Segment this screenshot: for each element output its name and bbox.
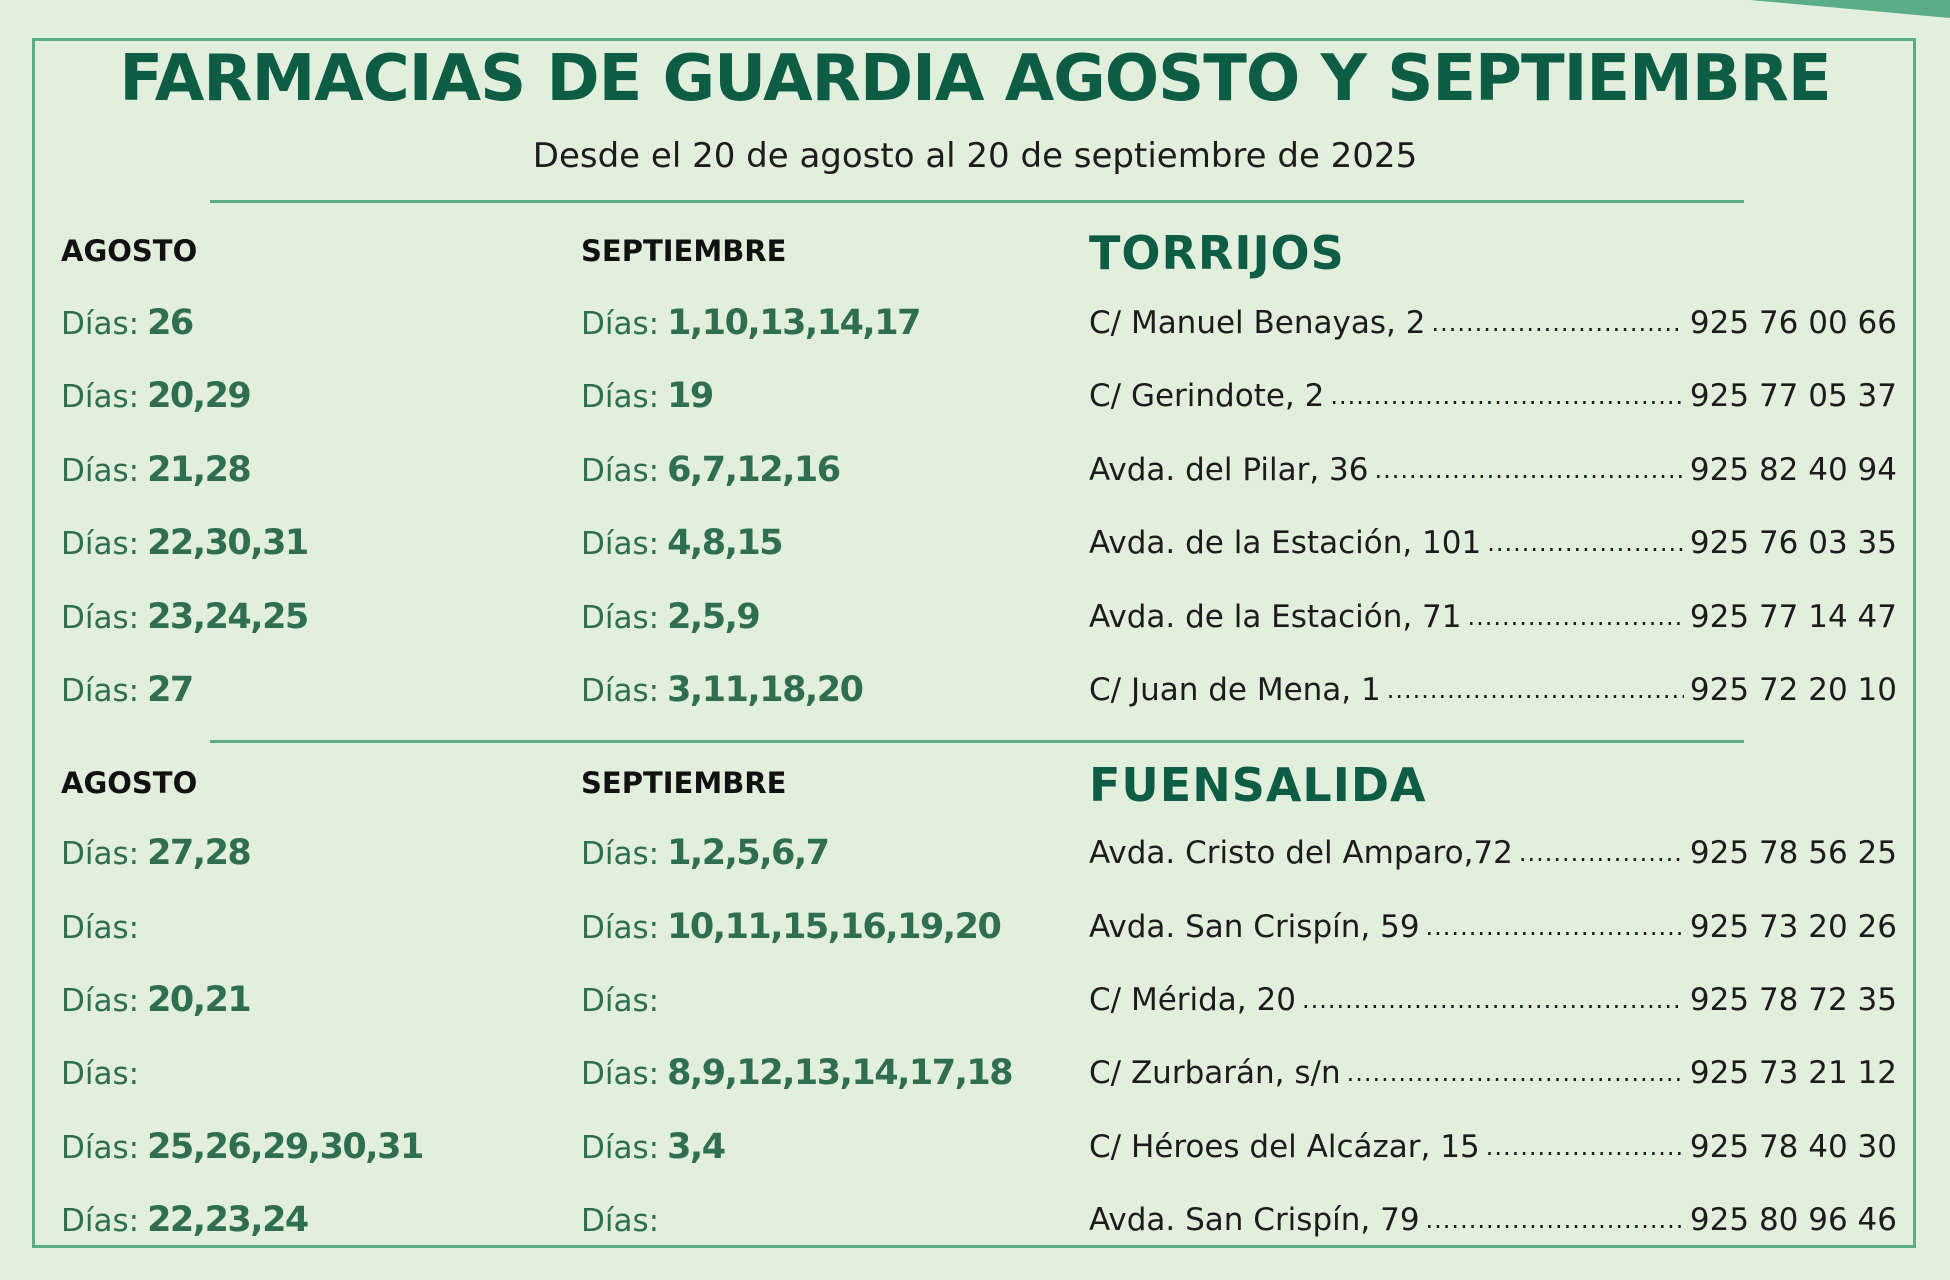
pharmacy-phone: 925 77 14 47: [1689, 599, 1897, 635]
pharmacy-phone: 925 80 96 46: [1689, 1202, 1897, 1238]
dias-label: Días:: [581, 910, 660, 946]
pharmacy-entry: [1089, 298, 1897, 348]
septiembre-days-value: 6,7,12,16: [667, 450, 840, 490]
septiembre-days: [581, 518, 782, 575]
agosto-days: [61, 1122, 423, 1179]
septiembre-days-value: 8,9,12,13,14,17,18: [667, 1053, 1013, 1093]
dot-leader: [1519, 828, 1684, 878]
dias-label: Días:: [581, 1056, 660, 1092]
dias-label: Días:: [61, 379, 140, 415]
pharmacy-address: C/ Zurbarán, s/n: [1089, 1055, 1341, 1091]
pharmacy-entry: [1089, 445, 1897, 495]
dias-label: Días:: [581, 600, 660, 636]
septiembre-days-value: 4,8,15: [667, 523, 783, 563]
pharmacy-phone: 925 82 40 94: [1689, 452, 1897, 488]
divider-top: [210, 200, 1744, 203]
septiembre-days: [581, 371, 713, 428]
septiembre-days: [581, 975, 667, 1032]
dot-leader: [1347, 1048, 1684, 1098]
dias-label: Días:: [61, 600, 140, 636]
agosto-days: [61, 902, 147, 959]
septiembre-days: [581, 828, 829, 885]
dot-leader: [1330, 371, 1684, 421]
column-header-septiembre: SEPTIEMBRE: [581, 234, 787, 268]
agosto-days-value: 23,24,25: [147, 597, 308, 637]
agosto-days-value: 21,28: [147, 450, 251, 490]
pharmacy-entry: [1089, 371, 1897, 421]
septiembre-days: [581, 1122, 725, 1179]
septiembre-days: [581, 445, 840, 502]
pharmacy-address: Avda. del Pilar, 36: [1089, 452, 1369, 488]
dias-label: Días:: [581, 836, 660, 872]
pharmacy-entry: [1089, 592, 1897, 642]
dias-label: Días:: [61, 453, 140, 489]
column-header-agosto: AGOSTO: [61, 234, 198, 268]
dias-label: Días:: [61, 1056, 140, 1092]
pharmacy-entry: [1089, 902, 1897, 952]
pharmacy-address: C/ Héroes del Alcázar, 15: [1089, 1129, 1480, 1165]
septiembre-days-value: 1,10,13,14,17: [667, 303, 920, 343]
pharmacy-address: C/ Manuel Benayas, 2: [1089, 305, 1426, 341]
pharmacy-entry: [1089, 1195, 1897, 1245]
dias-label: Días:: [61, 836, 140, 872]
page-title: FARMACIAS DE GUARDIA AGOSTO Y SEPTIEMBRE: [119, 42, 1831, 116]
septiembre-days: [581, 1048, 1012, 1105]
agosto-days: [61, 445, 250, 502]
corner-accent: [1750, 0, 1950, 18]
dias-label: Días:: [581, 1203, 660, 1239]
agosto-days: [61, 1195, 308, 1252]
septiembre-days-value: 19: [667, 376, 713, 416]
pharmacy-entry: [1089, 975, 1897, 1025]
pharmacy-phone: 925 78 72 35: [1689, 982, 1897, 1018]
table-row: [0, 665, 1950, 715]
agosto-days-value: 27,28: [147, 833, 251, 873]
dot-leader: [1387, 665, 1684, 715]
table-row: [0, 445, 1950, 495]
agosto-days: [61, 592, 308, 649]
agosto-days: [61, 665, 193, 722]
town-name: FUENSALIDA: [1089, 758, 1427, 812]
agosto-days: [61, 1048, 147, 1105]
pharmacy-address: Avda. de la Estación, 71: [1089, 599, 1462, 635]
pharmacy-address: C/ Gerindote, 2: [1089, 378, 1325, 414]
pharmacy-phone: 925 77 05 37: [1689, 378, 1897, 414]
dot-leader: [1302, 975, 1684, 1025]
pharmacy-phone: 925 78 40 30: [1689, 1129, 1897, 1165]
dot-leader: [1486, 1122, 1684, 1172]
dias-label: Días:: [581, 673, 660, 709]
pharmacy-phone: 925 72 20 10: [1689, 672, 1897, 708]
septiembre-days-value: 1,2,5,6,7: [667, 833, 829, 873]
septiembre-days: [581, 1195, 667, 1252]
agosto-days: [61, 518, 308, 575]
town-name: TORRIJOS: [1089, 226, 1345, 280]
table-row: [0, 975, 1950, 1025]
dot-leader: [1468, 592, 1684, 642]
dias-label: Días:: [61, 910, 140, 946]
pharmacy-phone: 925 76 03 35: [1689, 525, 1897, 561]
pharmacy-entry: [1089, 1122, 1897, 1172]
pharmacy-address: Avda. de la Estación, 101: [1089, 525, 1482, 561]
dias-label: Días:: [581, 983, 660, 1019]
pharmacy-address: Avda. Cristo del Amparo,72: [1089, 835, 1513, 871]
dot-leader: [1426, 1195, 1684, 1245]
pharmacy-address: Avda. San Crispín, 79: [1089, 1202, 1420, 1238]
dias-label: Días:: [61, 526, 140, 562]
pharmacy-phone: 925 76 00 66: [1689, 305, 1897, 341]
agosto-days-value: 20,29: [147, 376, 251, 416]
dot-leader: [1374, 445, 1683, 495]
septiembre-days-value: 2,5,9: [667, 597, 760, 637]
dias-label: Días:: [61, 1130, 140, 1166]
agosto-days-value: 26: [147, 303, 193, 343]
dias-label: Días:: [61, 673, 140, 709]
page-subtitle: Desde el 20 de agosto al 20 de septiembre de 2025: [532, 136, 1418, 176]
table-row: [0, 371, 1950, 421]
agosto-days-value: 22,23,24: [147, 1200, 308, 1240]
pharmacy-entry: [1089, 665, 1897, 715]
septiembre-days: [581, 665, 862, 722]
table-row: [0, 518, 1950, 568]
dias-label: Días:: [581, 379, 660, 415]
septiembre-days: [581, 298, 920, 355]
dias-label: Días:: [581, 526, 660, 562]
dias-label: Días:: [61, 983, 140, 1019]
pharmacy-phone: 925 78 56 25: [1689, 835, 1897, 871]
dias-label: Días:: [61, 306, 140, 342]
agosto-days: [61, 975, 250, 1032]
table-row: [0, 828, 1950, 878]
agosto-days: [61, 298, 193, 355]
agosto-days: [61, 371, 250, 428]
septiembre-days: [581, 592, 759, 649]
table-row: [0, 298, 1950, 348]
pharmacy-entry: [1089, 518, 1897, 568]
pharmacy-entry: [1089, 1048, 1897, 1098]
dias-label: Días:: [61, 1203, 140, 1239]
agosto-days: [61, 828, 250, 885]
agosto-days-value: 25,26,29,30,31: [147, 1127, 423, 1167]
dot-leader: [1431, 298, 1683, 348]
dias-label: Días:: [581, 453, 660, 489]
pharmacy-phone: 925 73 20 26: [1689, 909, 1897, 945]
divider-middle: [210, 740, 1744, 743]
agosto-days-value: 22,30,31: [147, 523, 308, 563]
table-row: [0, 1195, 1950, 1245]
agosto-days-value: 27: [147, 670, 193, 710]
pharmacy-address: C/ Mérida, 20: [1089, 982, 1296, 1018]
pharmacy-address: Avda. San Crispín, 59: [1089, 909, 1420, 945]
table-row: [0, 1048, 1950, 1098]
table-row: [0, 902, 1950, 952]
agosto-days-value: 20,21: [147, 980, 251, 1020]
pharmacy-address: C/ Juan de Mena, 1: [1089, 672, 1381, 708]
table-row: [0, 1122, 1950, 1172]
dot-leader: [1426, 902, 1684, 952]
table-row: [0, 592, 1950, 642]
dias-label: Días:: [581, 1130, 660, 1166]
pharmacy-phone: 925 73 21 12: [1689, 1055, 1897, 1091]
column-header-septiembre: SEPTIEMBRE: [581, 766, 787, 800]
septiembre-days-value: 10,11,15,16,19,20: [667, 907, 1001, 947]
dias-label: Días:: [581, 306, 660, 342]
septiembre-days-value: 3,11,18,20: [667, 670, 863, 710]
column-header-agosto: AGOSTO: [61, 766, 198, 800]
septiembre-days-value: 3,4: [667, 1127, 725, 1167]
dot-leader: [1487, 518, 1684, 568]
septiembre-days: [581, 902, 1000, 959]
pharmacy-entry: [1089, 828, 1897, 878]
